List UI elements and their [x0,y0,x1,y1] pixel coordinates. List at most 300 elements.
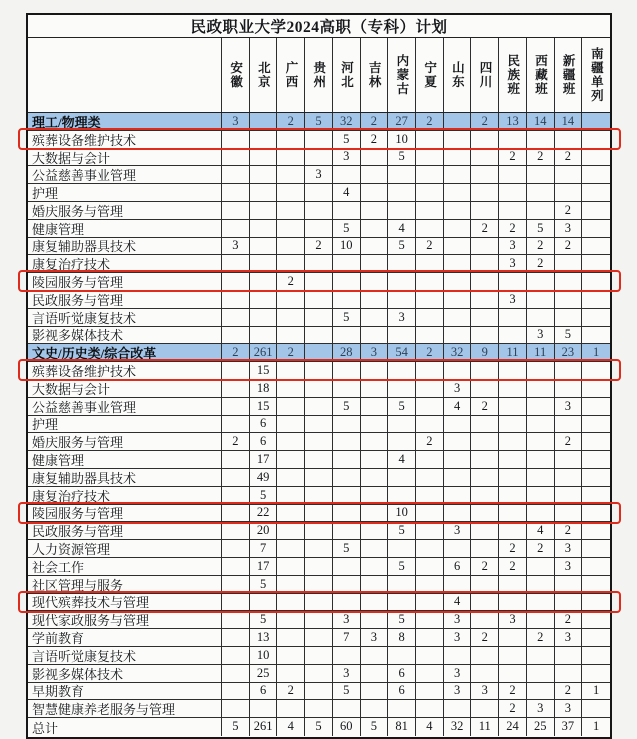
value-cell [582,362,610,379]
row-label: 言语听觉康复技术 [28,647,222,664]
value-cell: 10 [250,647,278,664]
value-cell: 14 [555,113,583,130]
value-cell [222,273,250,290]
value-cell [582,291,610,308]
value-cell [582,558,610,575]
row-label: 康复辅助器具技术 [28,238,222,255]
value-cell [444,540,472,557]
value-cell: 3 [444,380,472,397]
value-cell [305,487,333,504]
value-cell [277,309,305,326]
major-row [28,398,610,416]
value-cell [361,665,389,682]
value-cell [527,398,555,415]
major-row [28,291,610,309]
value-cell [333,291,361,308]
major-row [28,255,610,273]
value-cell: 5 [305,718,333,736]
value-cell [277,166,305,183]
table-body [28,113,610,737]
row-label: 文史/历史类/综合改革 [28,344,222,361]
value-cell [388,184,416,201]
value-cell [555,166,583,183]
value-cell [471,647,499,664]
value-cell: 2 [527,255,555,272]
value-cell [444,273,472,290]
value-cell [555,416,583,433]
value-cell [555,594,583,611]
value-cell: 4 [444,594,472,611]
value-cell [499,362,527,379]
value-cell: 3 [555,398,583,415]
value-cell [499,398,527,415]
value-cell [250,291,278,308]
value-cell: 32 [333,113,361,130]
value-cell [471,665,499,682]
value-cell [305,558,333,575]
value-cell [222,131,250,148]
value-cell: 2 [499,683,527,700]
value-cell [416,540,444,557]
value-cell [499,131,527,148]
value-cell [333,255,361,272]
value-cell [499,594,527,611]
value-cell [222,255,250,272]
value-cell [388,362,416,379]
value-cell: 11 [527,344,555,361]
value-cell: 7 [250,540,278,557]
value-cell: 4 [444,398,472,415]
value-cell [305,255,333,272]
value-cell [250,594,278,611]
value-cell [499,576,527,593]
value-cell [582,665,610,682]
value-cell: 5 [305,113,333,130]
value-cell [250,700,278,717]
value-cell: 2 [555,522,583,539]
value-cell: 2 [527,629,555,646]
value-cell [582,647,610,664]
value-cell: 2 [222,433,250,450]
value-cell [388,487,416,504]
major-row [28,416,610,434]
column-header-label: 南疆单列 [589,47,604,103]
value-cell [361,576,389,593]
value-cell [250,131,278,148]
value-cell [444,309,472,326]
row-label: 婚庆服务与管理 [28,433,222,450]
value-cell: 1 [593,683,600,698]
value-cell: 3 [499,611,527,628]
value-cell: 22 [250,505,278,522]
major-row [28,327,610,345]
value-cell [527,647,555,664]
value-cell [416,505,444,522]
value-cell: 5 [388,522,416,539]
value-cell [555,362,583,379]
value-cell [471,255,499,272]
section-header-row [28,344,610,362]
value-cell [222,398,250,415]
value-cell: 3 [499,238,527,255]
value-cell [416,362,444,379]
value-cell: 5 [388,558,416,575]
value-cell [250,327,278,344]
value-cell [416,309,444,326]
major-row [28,220,610,238]
value-cell [416,380,444,397]
value-cell: 5 [527,220,555,237]
value-cell [527,416,555,433]
value-cell: 6 [388,683,416,700]
value-cell [333,380,361,397]
value-cell [222,700,250,717]
highlighted-major-row [28,131,610,149]
value-cell: 3 [555,220,583,237]
value-cell: 37 [555,718,583,736]
value-cell [222,362,250,379]
value-cell [222,202,250,219]
value-cell [471,700,499,717]
value-cell [250,273,278,290]
major-row [28,683,610,701]
value-cell [471,273,499,290]
value-cell [471,149,499,166]
value-cell [222,540,250,557]
value-cell [222,558,250,575]
value-cell [582,220,610,237]
value-cell [527,576,555,593]
value-cell [333,451,361,468]
value-cell [444,451,472,468]
value-cell: 2 [416,238,444,255]
value-cell [361,469,389,486]
value-cell: 5 [333,220,361,237]
value-cell [527,184,555,201]
value-cell: 8 [388,629,416,646]
value-cell: 17 [250,558,278,575]
value-cell: 3 [388,309,416,326]
value-cell [277,220,305,237]
value-cell [388,255,416,272]
value-cell [582,327,610,344]
row-label: 陵园服务与管理 [28,273,222,290]
value-cell [305,309,333,326]
value-cell: 2 [416,113,444,130]
value-cell [416,647,444,664]
row-label: 殡葬设备维护技术 [28,362,222,379]
value-cell: 32 [444,344,472,361]
value-cell: 5 [388,149,416,166]
value-cell: 3 [555,629,583,646]
value-cell [499,505,527,522]
value-cell [277,540,305,557]
value-cell: 60 [333,718,361,736]
value-cell [388,273,416,290]
value-cell: 3 [305,166,333,183]
value-cell: 3 [499,291,527,308]
value-cell [277,647,305,664]
value-cell: 261 [250,718,278,736]
value-cell [277,594,305,611]
value-cell [444,166,472,183]
row-label: 殡葬设备维护技术 [28,131,222,148]
column-header-10 [471,38,499,112]
major-row [28,700,610,718]
value-cell [388,416,416,433]
value-cell [222,611,250,628]
value-cell [361,149,389,166]
value-cell [471,238,499,255]
value-cell [471,309,499,326]
value-cell [361,166,389,183]
table-title: 民政职业大学2024高职（专科）计划 [28,15,610,38]
value-cell [471,522,499,539]
value-cell [555,309,583,326]
value-cell [582,238,610,255]
column-header-4 [305,38,333,112]
value-cell [305,665,333,682]
value-cell [361,647,389,664]
value-cell [333,558,361,575]
value-cell: 14 [527,113,555,130]
value-cell: 2 [527,540,555,557]
column-header-1 [222,38,250,112]
value-cell [305,433,333,450]
value-cell [555,131,583,148]
value-cell [361,255,389,272]
major-row [28,184,610,202]
value-cell [222,629,250,646]
value-cell [527,291,555,308]
value-cell [582,487,610,504]
value-cell [471,433,499,450]
value-cell [222,220,250,237]
value-cell [471,505,499,522]
value-cell: 5 [250,576,278,593]
value-cell [582,540,610,557]
value-cell [305,362,333,379]
value-cell [499,433,527,450]
value-cell [499,451,527,468]
column-header-label: 民族班 [505,54,520,96]
value-cell [305,469,333,486]
column-header-label: 河北 [339,61,354,89]
major-row [28,611,610,629]
value-cell [333,522,361,539]
value-cell [416,184,444,201]
row-label: 人力资源管理 [28,540,222,557]
value-cell [333,700,361,717]
value-cell [222,683,250,700]
value-cell [527,487,555,504]
row-label: 影视多媒体技术 [28,327,222,344]
value-cell [582,273,610,290]
column-header-row [28,38,610,113]
value-cell: 11 [499,344,527,361]
value-cell [499,416,527,433]
major-row [28,647,610,665]
value-cell [305,184,333,201]
value-cell [582,398,610,415]
value-cell [499,184,527,201]
value-cell [416,327,444,344]
value-cell: 2 [416,433,444,450]
value-cell [222,647,250,664]
value-cell [471,469,499,486]
value-cell: 5 [555,327,583,344]
value-cell [499,629,527,646]
value-cell: 3 [361,344,389,361]
value-cell [527,380,555,397]
value-cell [277,469,305,486]
value-cell: 5 [388,611,416,628]
value-cell [388,540,416,557]
value-cell [499,273,527,290]
value-cell: 23 [555,344,583,361]
value-cell [388,166,416,183]
value-cell [333,327,361,344]
value-cell [582,380,610,397]
value-cell [305,202,333,219]
value-cell [277,629,305,646]
value-cell [527,611,555,628]
value-cell [361,362,389,379]
value-cell: 49 [250,469,278,486]
value-cell: 2 [499,220,527,237]
value-cell: 3 [222,113,250,130]
value-cell: 11 [471,718,499,736]
value-cell [250,202,278,219]
value-cell [333,202,361,219]
value-cell [361,433,389,450]
value-cell [305,273,333,290]
value-cell [222,505,250,522]
row-label: 康复辅助器具技术 [28,469,222,486]
value-cell [444,469,472,486]
value-cell [277,700,305,717]
value-cell [527,665,555,682]
value-cell [527,433,555,450]
value-cell: 2 [416,344,444,361]
value-cell [444,149,472,166]
value-cell [305,611,333,628]
value-cell: 17 [250,451,278,468]
value-cell [305,149,333,166]
value-cell [361,558,389,575]
value-cell: 2 [277,113,305,130]
row-label: 社区管理与服务 [28,576,222,593]
value-cell: 25 [527,718,555,736]
major-row [28,309,610,327]
value-cell: 2 [471,558,499,575]
value-cell: 3 [333,665,361,682]
value-cell: 4 [416,718,444,736]
value-cell [444,487,472,504]
value-cell: 6 [388,665,416,682]
value-cell [277,327,305,344]
column-header-label: 广西 [284,61,299,89]
row-label: 社会工作 [28,558,222,575]
value-cell [277,380,305,397]
value-cell [361,522,389,539]
value-cell [361,238,389,255]
value-cell: 2 [471,398,499,415]
value-cell: 15 [250,362,278,379]
row-label: 智慧健康养老服务与管理 [28,700,222,717]
value-cell [444,505,472,522]
column-header-label: 山东 [450,61,465,89]
value-cell [444,202,472,219]
value-cell [527,202,555,219]
value-cell: 2 [555,611,583,628]
value-cell [499,487,527,504]
row-label: 健康管理 [28,220,222,237]
value-cell [416,451,444,468]
value-cell: 13 [250,629,278,646]
value-cell: 3 [444,522,472,539]
major-row [28,380,610,398]
value-cell [277,184,305,201]
value-cell [222,487,250,504]
value-cell [471,184,499,201]
major-row [28,451,610,469]
value-cell [222,380,250,397]
value-cell [250,113,278,130]
major-row [28,576,610,594]
value-cell [471,487,499,504]
value-cell: 1 [593,719,600,734]
value-cell: 3 [527,700,555,717]
column-header-label: 北京 [256,61,271,89]
value-cell [555,576,583,593]
value-cell: 54 [388,344,416,361]
major-row [28,558,610,576]
value-cell [527,558,555,575]
value-cell [555,505,583,522]
value-cell [416,166,444,183]
value-cell: 13 [499,113,527,130]
value-cell [582,451,610,468]
value-cell [222,451,250,468]
value-cell: 5 [361,718,389,736]
value-cell: 4 [388,220,416,237]
value-cell [527,594,555,611]
value-cell [388,700,416,717]
row-label: 康复治疗技术 [28,487,222,504]
value-cell [582,576,610,593]
value-cell [444,362,472,379]
value-cell [444,238,472,255]
column-header-8 [416,38,444,112]
value-cell [222,665,250,682]
row-label: 理工/物理类 [28,113,222,130]
value-cell: 5 [388,398,416,415]
value-cell [222,469,250,486]
value-cell: 2 [361,113,389,130]
row-label: 民政服务与管理 [28,291,222,308]
value-cell: 5 [333,540,361,557]
value-cell [333,576,361,593]
major-row [28,522,610,540]
value-cell [305,416,333,433]
value-cell [222,327,250,344]
value-cell: 2 [305,238,333,255]
value-cell [582,700,610,717]
row-label: 民政服务与管理 [28,522,222,539]
value-cell: 5 [250,611,278,628]
value-cell [333,416,361,433]
